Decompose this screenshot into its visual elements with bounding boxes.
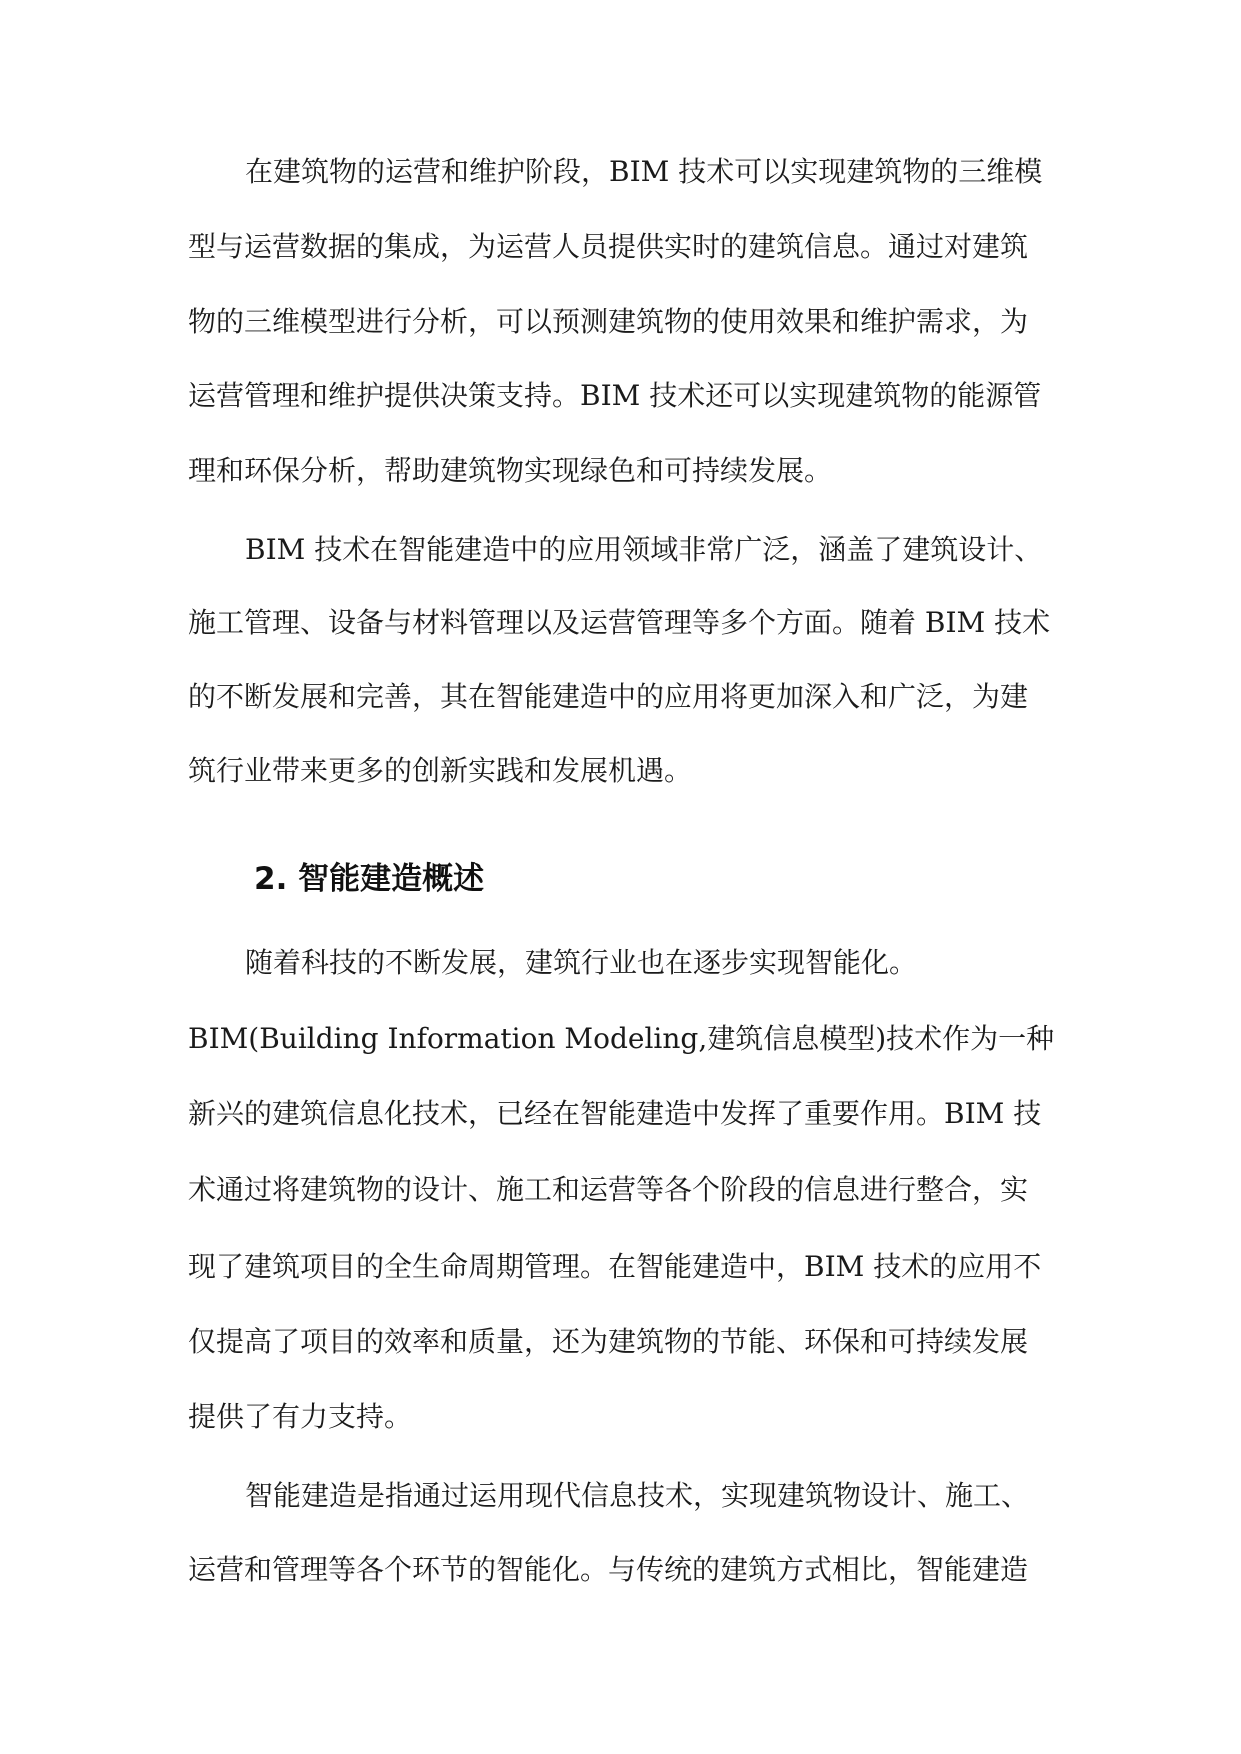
paragraph-line: 的不断发展和完善，其在智能建造中的应用将更加深入和广泛，为建: [188, 680, 1029, 713]
paragraph-line: 施工管理、设备与材料管理以及运营管理等多个方面。随着 BIM 技术: [188, 606, 1051, 639]
paragraph-line: 新兴的建筑信息化技术，已经在智能建造中发挥了重要作用。BIM 技: [188, 1097, 1042, 1130]
paragraph-line: 筑行业带来更多的创新实践和发展机遇。: [188, 754, 693, 787]
paragraph-line: 智能建造是指通过运用现代信息技术，实现建筑物设计、施工、: [245, 1479, 1030, 1512]
paragraph-line: 提供了有力支持。: [188, 1400, 413, 1433]
paragraph-line: 随着科技的不断发展，建筑行业也在逐步实现智能化。: [245, 946, 918, 979]
paragraph-line: 型与运营数据的集成，为运营人员提供实时的建筑信息。通过对建筑: [188, 230, 1029, 263]
paragraph-line: 术通过将建筑物的设计、施工和运营等各个阶段的信息进行整合，实: [188, 1173, 1029, 1206]
paragraph-line: 理和环保分析，帮助建筑物实现绿色和可持续发展。: [188, 454, 833, 487]
paragraph-line: 现了建筑项目的全生命周期管理。在智能建造中，BIM 技术的应用不: [188, 1250, 1042, 1283]
paragraph-line: 运营管理和维护提供决策支持。BIM 技术还可以实现建筑物的能源管: [188, 379, 1042, 412]
section-heading: 2. 智能建造概述: [254, 861, 485, 897]
paragraph-line: 仅提高了项目的效率和质量，还为建筑物的节能、环保和可持续发展: [188, 1325, 1029, 1358]
paragraph-line: BIM 技术在智能建造中的应用领域非常广泛，涵盖了建筑设计、: [245, 533, 1043, 566]
paragraph-line: 在建筑物的运营和维护阶段，BIM 技术可以实现建筑物的三维模: [245, 155, 1043, 188]
paragraph-line: 物的三维模型进行分析，可以预测建筑物的使用效果和维护需求，为: [188, 305, 1029, 338]
paragraph-line: BIM(Building Information Modeling,建筑信息模型)技术作为一种: [188, 1022, 1055, 1055]
paragraph-line: 运营和管理等各个环节的智能化。与传统的建筑方式相比，智能建造: [188, 1553, 1029, 1586]
